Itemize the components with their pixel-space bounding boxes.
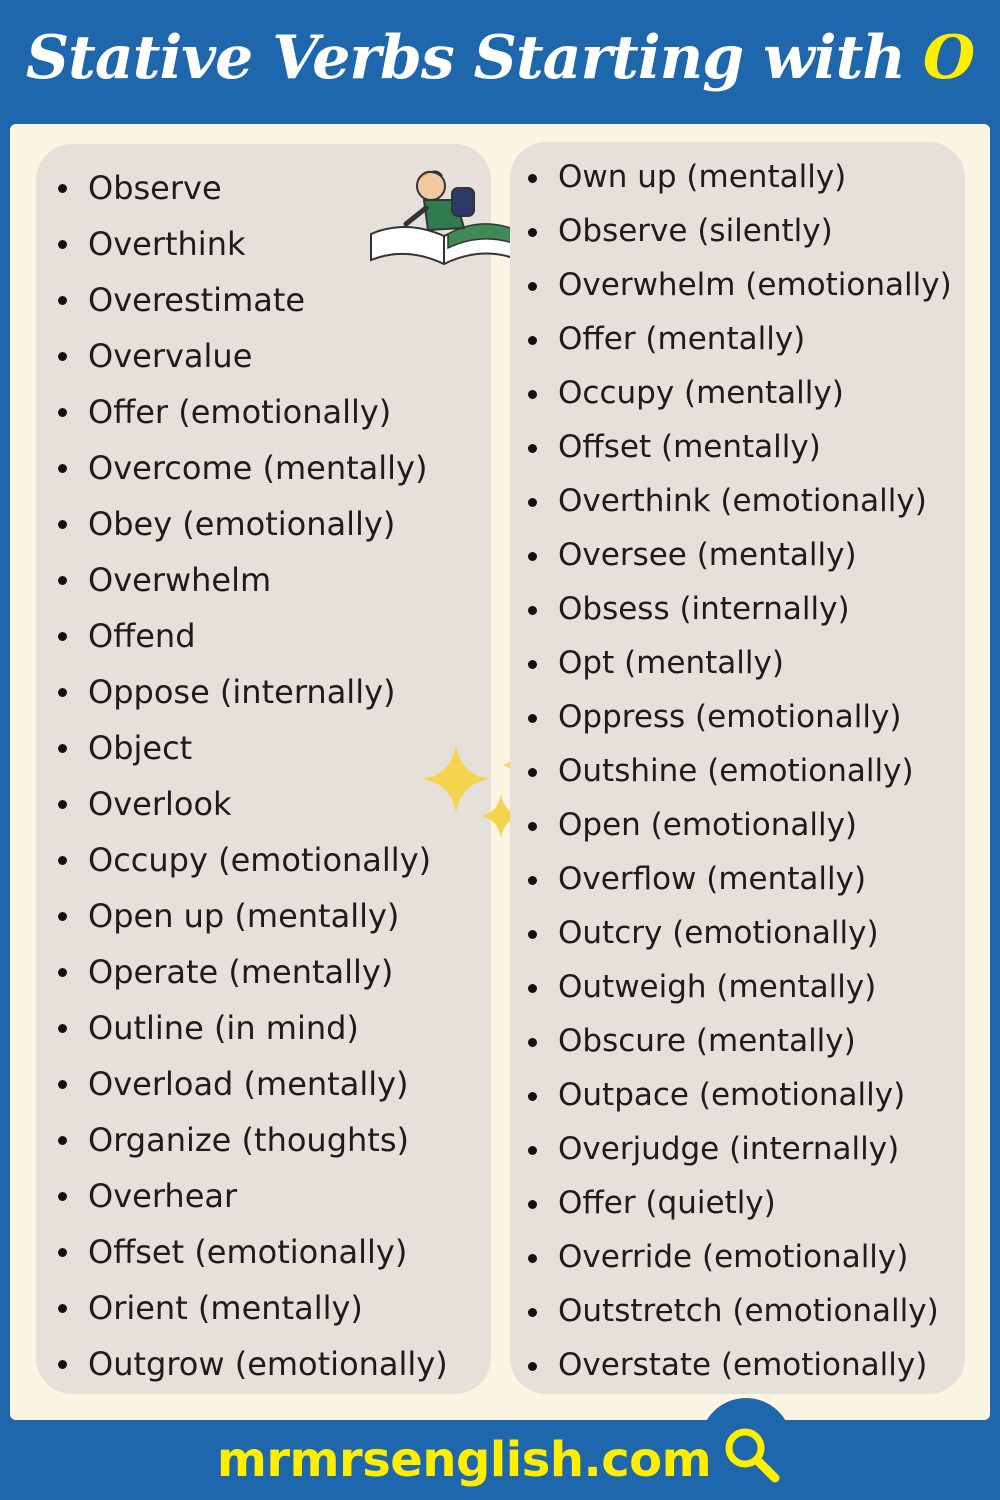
right-verb-list-item: Overstate (emotionally): [510, 1350, 952, 1404]
right-verb-list-item: Overwhelm (emotionally): [510, 270, 952, 324]
left-verb-list-item: Offer (emotionally): [36, 396, 448, 452]
left-verb-list-item: Outline (in mind): [36, 1012, 448, 1068]
right-verb-list-item: Offset (mentally): [510, 432, 952, 486]
left-verb-list-item: Overcome (mentally): [36, 452, 448, 508]
right-verb-list-item: Occupy (mentally): [510, 378, 952, 432]
left-verb-list-item: Offend: [36, 620, 448, 676]
right-verb-list-item: Obscure (mentally): [510, 1026, 952, 1080]
left-verb-list-item: Overvalue: [36, 340, 448, 396]
right-verb-list-item: Own up (mentally): [510, 162, 952, 216]
left-verb-list: [36, 169, 448, 1404]
right-verb-list-item: Open (emotionally): [510, 810, 952, 864]
right-verb-list-item: Observe (silently): [510, 216, 952, 270]
title-text: Stative Verbs Starting with: [25, 22, 905, 93]
left-verb-list-item: Open up (mentally): [36, 900, 448, 956]
search-icon: [719, 1422, 783, 1486]
left-verb-list-item: Oppose (internally): [36, 676, 448, 732]
left-verb-list-item: Overlook: [36, 788, 448, 844]
left-verb-list-item: Overthink: [36, 228, 448, 284]
right-verb-list-item: Overjudge (internally): [510, 1134, 952, 1188]
right-verb-list-item: Obsess (internally): [510, 594, 952, 648]
right-verb-list-item: Outpace (emotionally): [510, 1080, 952, 1134]
left-verb-list-item: Organize (thoughts): [36, 1124, 448, 1180]
left-verb-list-item: Occupy (emotionally): [36, 844, 448, 900]
right-verb-list-item: Outstretch (emotionally): [510, 1296, 952, 1350]
left-verb-list-item: Object: [36, 732, 448, 788]
left-verb-list-item: Orient (mentally): [36, 1292, 448, 1348]
left-verb-list-item: Overhear: [36, 1180, 448, 1236]
left-verb-list-item: Operate (mentally): [36, 956, 448, 1012]
left-column: [36, 144, 491, 1394]
left-verb-list-item: Overload (mentally): [36, 1068, 448, 1124]
right-verb-list: [510, 159, 952, 1404]
left-verb-list-item: Overestimate: [36, 284, 448, 340]
right-verb-list-item: Outcry (emotionally): [510, 918, 952, 972]
content-panel: [10, 124, 990, 1420]
right-verb-list-item: Oversee (mentally): [510, 540, 952, 594]
left-verb-list-item: Overwhelm: [36, 564, 448, 620]
right-verb-list-item: Offer (mentally): [510, 324, 952, 378]
left-verb-list-item: Outgrow (emotionally): [36, 1348, 448, 1404]
site-link[interactable]: mrmrsenglish.com: [216, 1432, 712, 1488]
right-verb-list-item: Offer (quietly): [510, 1188, 952, 1242]
left-verb-list-item: Observe: [36, 172, 448, 228]
left-verb-list-item: Offset (emotionally): [36, 1236, 448, 1292]
right-verb-list-item: Outshine (emotionally): [510, 756, 952, 810]
right-verb-list-item: Opt (mentally): [510, 648, 952, 702]
left-verb-list-item: Obey (emotionally): [36, 508, 448, 564]
page-title: [0, 0, 1000, 115]
reading-kid-illustration: [366, 164, 526, 274]
footer: [0, 1420, 1000, 1500]
right-verb-list-item: Override (emotionally): [510, 1242, 952, 1296]
right-verb-list-item: Oppress (emotionally): [510, 702, 952, 756]
right-verb-list-item: Overthink (emotionally): [510, 486, 952, 540]
right-verb-list-item: Overflow (mentally): [510, 864, 952, 918]
title-letter: O: [922, 22, 975, 93]
right-verb-list-item: Outweigh (mentally): [510, 972, 952, 1026]
right-column: [510, 142, 965, 1394]
